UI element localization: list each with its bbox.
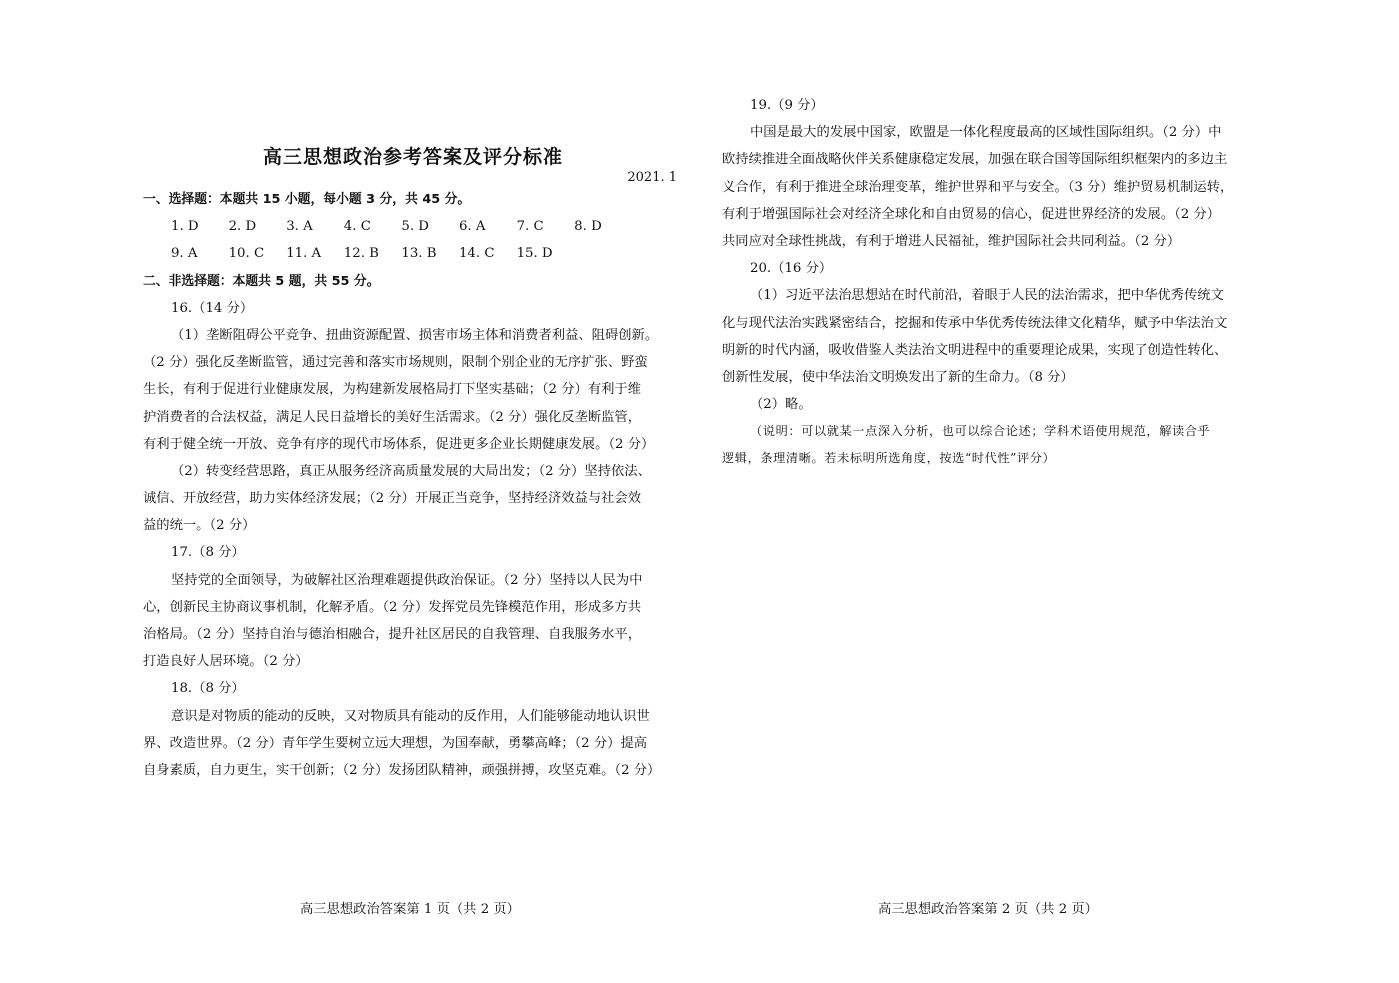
q18-text-line: 自身素质，自力更生，实干创新；（2 分）发扬团队精神，顽强拼搏，攻坚克难。（2 分） [143,762,661,778]
scoring-note-line: 逻辑，条理清晰。若未标明所选角度，按选“时代性”评分） [722,451,1056,466]
q19-text-line: 义合作，有利于推进全球治理变革，维护世界和平与安全。（3 分）维护贸易机制运转， [722,179,1234,195]
q19-text-line: 中国是最大的发展中国家，欧盟是一体化程度最高的区域性国际组织。（2 分）中 [750,125,1222,141]
document-date: 2021. 1 [627,170,677,185]
q19-text-line: 有利于增强国际社会对经济全球化和自由贸易的信心，促进世界经济的发展。（2 分） [722,206,1221,222]
mc-answer: 7. C [516,219,544,235]
mc-answers-row-1 [143,213,683,240]
mc-answer: 2. D [228,219,257,235]
q20-text-line: 创新性发展，使中华法治文明焕发出了新的生命力。（8 分） [722,369,1074,385]
mc-answer: 15. D [516,246,553,262]
mc-answer: 12. B [343,246,379,262]
scoring-note-line: （说明：可以就某一点深入分析，也可以综合论述；学科术语使用规范，解读合乎 [750,424,1211,439]
question-18-label: 18.（8 分） [171,681,245,697]
mc-answer: 8. D [574,219,602,235]
q16-text-line: 护消费者的合法权益，满足人民日益增长的美好生活需求。（2 分）强化反垄断监管， [143,409,642,425]
q20-text-line: （1）习近平法治思想站在时代前沿，着眼于人民的法治需求，把中华优秀传统文 [750,288,1224,304]
mc-answer: 1. D [171,219,199,235]
question-19-label: 19.（9 分） [750,98,824,113]
q20-text-line: 化与现代法治实践紧密结合，挖掘和传承中华优秀传统法律文化精华，赋予中华法治文 [722,315,1228,331]
q20-text-line: 明新的时代内涵，吸收借鉴人类法治文明进程中的重要理论成果，实现了创造性转化、 [722,342,1228,358]
q17-text-line: 打造良好人居环境。（2 分） [143,654,309,670]
q16-text-line: 有利于健全统一开放、竞争有序的现代市场体系，促进更多企业长期健康发展。（2 分） [143,436,655,452]
q16-text-line: （2 分）强化反垄断监管，通过完善和落实市场规则，限制个别企业的无序扩张、野蛮 [143,355,648,371]
right-page [722,0,1257,983]
section1-heading: 一、选择题：本题共 15 小题，每小题 3 分，共 45 分。 [143,192,471,207]
left-page [143,0,683,983]
document-title: 高三思想政治参考答案及评分标准 [262,146,563,168]
mc-answers-row-2 [143,240,683,267]
mc-answer: 9. A [171,246,198,262]
section2-heading: 二、非选择题：本题共 5 题，共 55 分。 [143,273,380,289]
page-footer-left: 高三思想政治答案第 1 页（共 2 页） [300,902,520,917]
question-16-label: 16.（14 分） [171,300,254,316]
q17-text-line: 治格局。（2 分）坚持自治与德治相融合，提升社区居民的自我管理、自我服务水平， [143,627,642,642]
q18-text-line: 界、改造世界。（2 分）青年学生要树立远大理想，为国奉献，勇攀高峰；（2 分）提高 [143,735,648,751]
q19-text-line: 共同应对全球性挑战，有利于增进人民福祉，维护国际社会共同利益。（2 分） [722,233,1181,249]
question-20-label: 20.（16 分） [750,261,833,277]
mc-answer: 6. A [458,219,486,235]
mc-answer: 5. D [401,219,429,235]
mc-answer: 11. A [286,246,322,262]
mc-answer: 13. B [401,246,437,262]
mc-answer: 10. C [228,246,265,262]
mc-answer: 4. C [343,219,371,235]
right-content [722,92,1257,473]
page-footer-right: 高三思想政治答案第 2 页（共 2 页） [878,902,1098,917]
q18-text-line: 意识是对物质的能动的反映，又对物质具有能动的反作用，人们能够能动地认识世 [171,708,650,724]
q16-text-line: 生长，有利于促进行业健康发展，为构建新发展格局打下坚实基础；（2 分）有利于维 [143,382,642,398]
q19-text-line: 欧持续推进全面战略伙伴关系健康稳定发展，加强在联合国等国际组织框架内的多边主 [722,152,1228,168]
q16-text-line: 益的统一。（2 分） [143,518,256,534]
q16-text-line: （2）转变经营思路，真正从服务经济高质量发展的大局出发；（2 分）坚持依法、 [171,463,651,479]
q16-text-line: （1）垄断阻碍公平竞争、扭曲资源配置、损害市场主体和消费者利益、阻碍创新。 [171,327,659,343]
mc-answer: 14. C [458,246,495,262]
q17-text-line: 心，创新民主协商议事机制，化解矛盾。（2 分）发挥党员先锋模范作用，形成多方共 [143,599,642,615]
q16-text-line: 诚信、开放经营，助力实体经济发展；（2 分）开展正当竞争，坚持经济效益与社会效 [143,491,642,507]
q17-text-line: 坚持党的全面领导，为破解社区治理难题提供政治保证。（2 分）坚持以人民为中 [171,572,643,588]
question-17-label: 17.（8 分） [171,545,245,561]
q20-text-line: （2）略。 [750,397,812,413]
mc-answer: 3. A [286,219,313,235]
left-content [143,186,683,784]
